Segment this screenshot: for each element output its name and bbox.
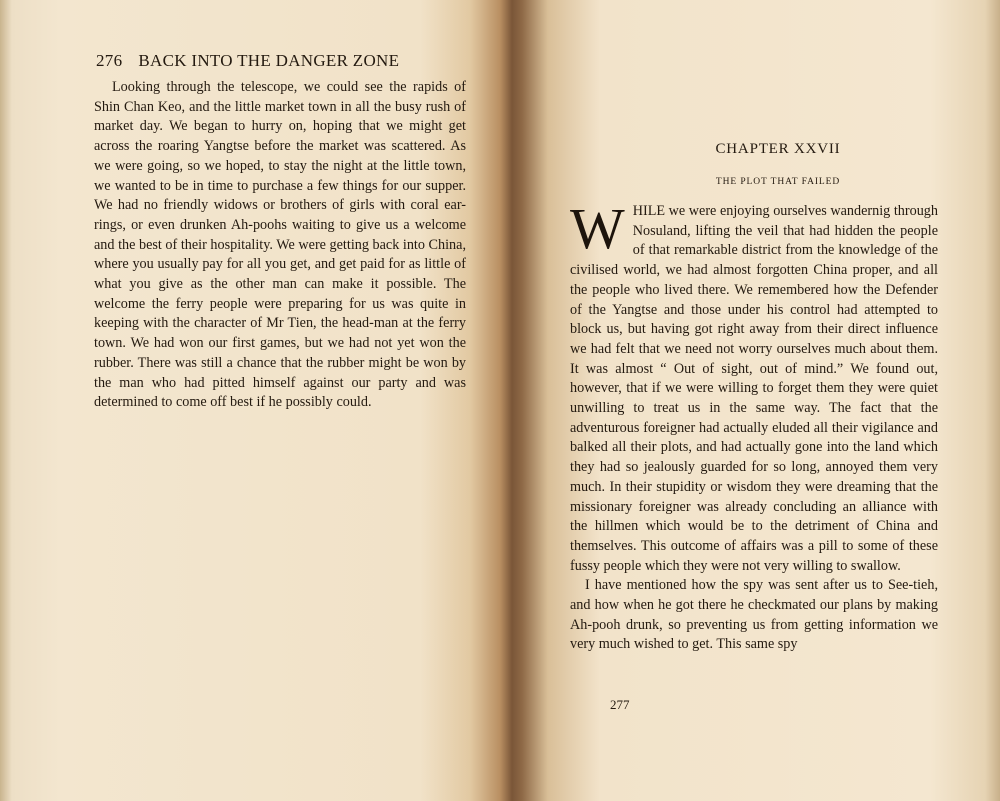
left-body-text	[94, 78, 466, 413]
paragraph	[570, 196, 938, 576]
running-head	[96, 51, 436, 71]
paragraph: Looking through the telescope, we could see the rapids of Shin Chan Keo, and the little market town in all the busy rush of market day. We began to hurry on, hoping that we might get across the roaring Yangtse before the market was scattered. As we were going, so we hoped, to stay the night at the little town, we wanted to be in time to purchase a few things for our supper. We had no friendly widows or brothers of girls with coral ear-rings, or even drunken Ah-poohs waiting to give us a welcome and the best of their hospitality. We were getting back into China, where you usually pay for all you get, and get paid for as little of what you give as the other man can make it possible. The welcome the ferry people were preparing for us was quite in keeping with the character of Mr Tien, the head-man at the ferry town. We had won our first games, but we had not yet won the rubber. There was still a chance that the rubber might be won by the man who had pitted himself against our party and was determined to come off best if he possibly could.	[94, 79, 466, 411]
paragraph-text: HILE we were enjoying ourselves wandernig through Nosuland, lifting the veil that had hidden the people of that remarkable district from the knowledge of the civilised world, we had almost forgotten China proper, and all the people who lived there. We remembered how the Defender of the Yangtse and those under his control had attempted to block us, but having got right away from their direct influence we had felt that we need not worry ourselves much about them. It was almost “ Out of sight, out of mind.” We found out, however, that if we were willing to forget them they were quiet unwilling to treat us in the same way. The fact that the adventurous foreigner had actually eluded all their vigilance and balked all their plots, and had actually gone into the land which they had so jealously guarded for so long, annoyed them very much. In their stupidity or wisdom they were dreaming that the missionary foreigner was already concluding an alliance with the hillmen which would be to the detriment of China and themselves. This outcome of affairs was a pill to some of these fussy people which they were not very willing to swallow.	[570, 203, 938, 574]
page-number-left: 276	[96, 51, 123, 70]
right-body-text	[570, 196, 938, 655]
right-page	[516, 0, 1000, 801]
running-head-title: BACK INTO THE DANGER ZONE	[138, 51, 400, 70]
chapter-title: CHAPTER XXVII	[715, 141, 841, 157]
paragraph: I have mentioned how the spy was sent after us to See-tieh, and how when he got there he checkmated our plans by making Ah-pooh drunk, so preventing us from getting information we very much wished to get. This same spy	[570, 577, 938, 653]
page-number-right: 277	[610, 697, 630, 712]
drop-cap: W	[570, 196, 625, 261]
chapter-subtitle: THE PLOT THAT FAILED	[715, 177, 841, 187]
